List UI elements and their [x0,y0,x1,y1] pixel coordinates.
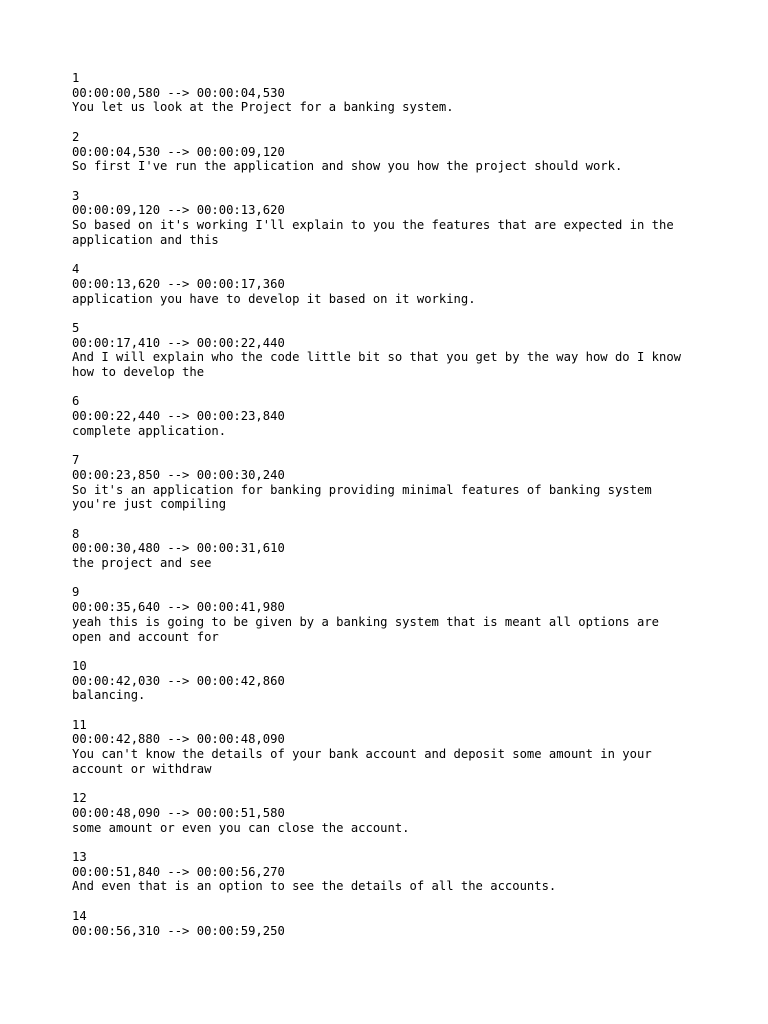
cue-timestamp: 00:00:35,640 --> 00:00:41,980 [72,600,285,615]
cue-text-line: So it's an application for banking providing minimal features of banking system [72,482,652,497]
cue-text-line: account or withdraw [72,761,212,776]
cue-timestamp: 00:00:13,620 --> 00:00:17,360 [72,276,285,291]
subtitle-cue [72,453,712,512]
subtitle-cue [72,718,712,777]
cue-text-line: balancing. [72,688,146,703]
cue-text-line: open and account for [72,629,219,644]
cue-timestamp: 00:00:23,850 --> 00:00:30,240 [72,467,285,482]
cue-index: 9 [72,585,80,600]
cue-text-line: And even that is an option to see the details of all the accounts. [72,879,557,894]
cue-timestamp: 00:00:09,120 --> 00:00:13,620 [72,203,285,218]
cue-text-line: you're just compiling [72,497,227,512]
subtitle-cue [72,262,712,306]
cue-timestamp: 00:00:17,410 --> 00:00:22,440 [72,335,285,350]
cue-text-line: how to develop the [72,365,205,379]
cue-index: 10 [72,658,87,673]
subtitle-cue [72,130,712,174]
subtitle-cue [72,791,712,835]
cue-index: 13 [72,850,87,865]
cue-text-line: And I will explain who the code little bit so that you get by the way how do I know [72,350,682,365]
cue-index: 6 [72,394,80,409]
cue-timestamp: 00:00:04,530 --> 00:00:09,120 [72,144,285,159]
cue-index: 4 [72,262,80,277]
cue-text-line: complete application. [72,423,227,438]
cue-timestamp: 00:00:51,840 --> 00:00:56,270 [72,864,285,879]
subtitle-cue [72,394,712,438]
cue-index: 8 [72,526,80,541]
cue-index: 1 [72,71,80,85]
subtitle-list [72,71,712,953]
subtitle-cue [72,321,712,380]
cue-index: 3 [72,188,80,203]
cue-index: 7 [72,453,80,468]
cue-text-line: You let us look at the Project for a banking system. [72,100,454,115]
subtitle-cue [72,189,712,248]
subtitle-cue [72,71,712,115]
cue-index: 12 [72,791,87,806]
cue-text-line: So based on it's working I'll explain to you the features that are expected in the [72,218,674,232]
cue-text-line: So first I've run the application and show you how the project should work. [72,159,623,174]
subtitle-cue [72,850,712,894]
cue-timestamp: 00:00:48,090 --> 00:00:51,580 [72,805,285,820]
cue-index: 2 [72,129,80,144]
cue-text-line: application and this [72,232,219,247]
cue-timestamp: 00:00:42,030 --> 00:00:42,860 [72,673,285,688]
cue-index: 5 [72,320,80,335]
cue-timestamp: 00:00:00,580 --> 00:00:04,530 [72,85,285,100]
cue-text-line: the project and see [72,556,212,571]
subtitle-cue [72,527,712,571]
cue-timestamp: 00:00:30,480 --> 00:00:31,610 [72,541,285,556]
cue-text-line: You can't know the details of your bank account and deposit some amount in your [72,747,652,762]
cue-timestamp: 00:00:42,880 --> 00:00:48,090 [72,732,285,747]
cue-text-line: application you have to develop it based on it working. [72,291,476,306]
cue-text-line: some amount or even you can close the account. [72,820,410,835]
cue-index: 11 [72,717,87,732]
subtitle-cue [72,659,712,703]
subtitle-cue [72,909,712,938]
cue-timestamp: 00:00:56,310 --> 00:00:59,250 [72,923,285,938]
cue-timestamp: 00:00:22,440 --> 00:00:23,840 [72,409,285,424]
subtitle-cue [72,585,712,644]
cue-text-line: yeah this is going to be given by a banking system that is meant all options are [72,614,659,629]
cue-index: 14 [72,908,87,923]
